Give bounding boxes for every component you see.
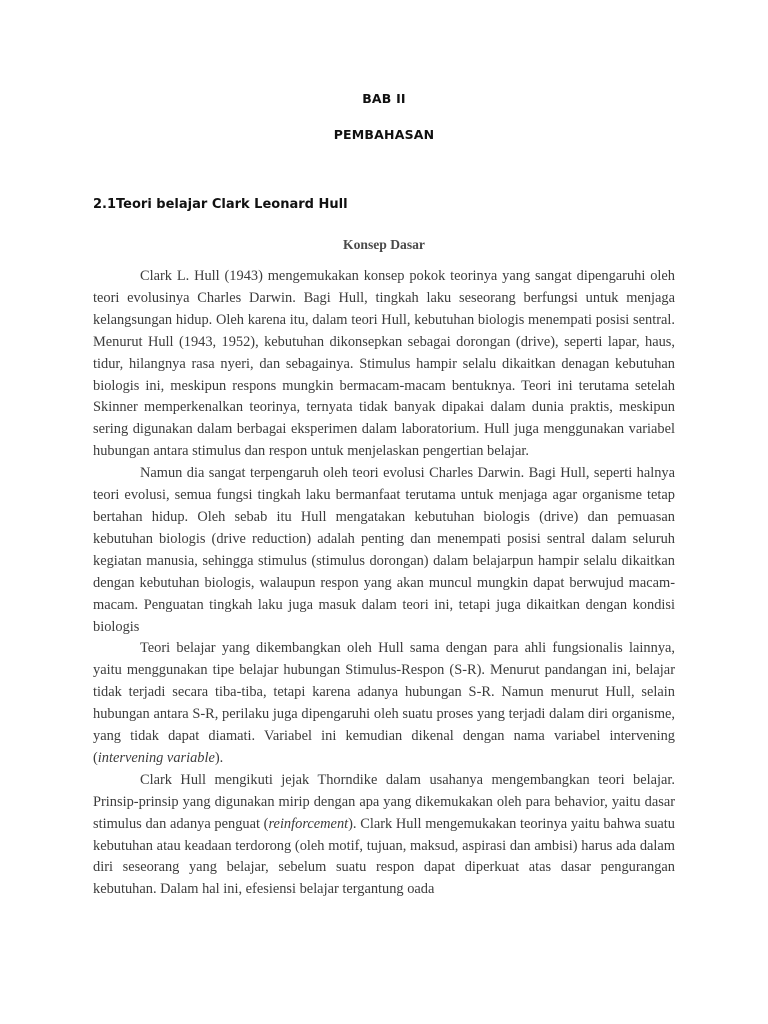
subheading: Konsep Dasar <box>343 237 425 252</box>
paragraph-3-text: Teori belajar yang dikembangkan oleh Hull sama dengan para ahli fungsionalis lainnya, yaitu menggunakan tipe belajar hubungan Stimulus-Respon (S-R). Menurut pandangan ini, belajar tidak terjadi secara tiba-tiba, tetapi karena adanya hubungan S-R. Namun menurut Hull, selain hubungan antara S-R, perilaku juga dipengaruhi oleh suatu proses yang terjadi dalam diri organisme, yang tidak dapat diamati. Variabel ini kemudian dikenal dengan nama variabel intervening ( <box>93 640 675 766</box>
paragraph-3 <box>93 638 675 769</box>
chapter-title: BAB II <box>362 91 406 106</box>
paragraph-3-text-end: ). <box>214 749 224 766</box>
paragraph-1: Clark L. Hull (1943) mengemukakan konsep pokok teorinya yang sangat dipengaruhi oleh teori evolusinya Charles Darwin. Bagi Hull, tingkah laku seseorang berfungsi untuk menjaga kelangsungan hidup. Oleh karena itu, dalam teori Hull, kebutuhan biologis menempati posisi sentral. Menurut Hull (1943, 1952), kebutuhan dikonsepkan sebagai dorongan (drive), seperti lapar, haus, tidur, hilangnya rasa nyeri, dan sebagainya. Stimulus hampir selalu dikaitkan denagan kebutuhan biologis ini, meskipun respons mungkin bermacam-macam bentuknya. Teori ini terutama setelah Skinner memperkenalkan teorinya, ternyata tidak banyak dipakai dalam dunia praktis, meskipun sering digunakan dalam berbagai eksperimen dalam laboratorium. Hull juga menggunakan variabel hubungan antara stimulus dan respon untuk menjelaskan pengertian belajar. <box>93 268 675 460</box>
paragraph-4-text-end: ). Clark Hull mengemukakan teorinya yaitu bahwa suatu kebutuhan atau keadaan terdorong (oleh motif, tujuan, maksud, aspirasi dan ambisi) harus ada dalam diri seseorang yang belajar, sebelum suatu respon dapat diperkuat atas dasar pengurangan kebutuhan. Dalam hal ini, efesiensi belajar tergantung oada <box>93 815 675 898</box>
paragraph-2: Namun dia sangat terpengaruh oleh teori evolusi Charles Darwin. Bagi Hull, seperti halnya teori evolusi, semua fungsi tingkah laku bermanfaat terutama untuk menjaga agar organisme tetap bertahan hidup. Oleh sebab itu Hull mengatakan kebutuhan biologis (drive) dan pemuasan kebutuhan biologis (drive reduction) adalah penting dan menempati posisi sentral dalam seluruh kegiatan manusia, sehingga stimulus (stimulus dorongan) dalam belajarpun hampir selalu dikaitkan dengan kebutuhan biologis, walaupun respon yang akan muncul mungkin dapat berwujud macam-macam. Penguatan tingkah laku juga masuk dalam teori ini, tetapi juga dikaitkan dengan kondisi biologis <box>93 465 675 635</box>
body-text <box>93 266 675 901</box>
paragraph-4-text: Clark Hull mengikuti jejak Thorndike dalam usahanya mengembangkan teori belajar. Prinsip-prinsip yang digunakan mirip dengan apa yang dikemukakan oleh para behavior, yaitu dasar stimulus dan adanya penguat ( <box>93 771 675 832</box>
paragraph-4-italic-term: reinforcement <box>268 815 349 832</box>
paragraph-4 <box>93 770 675 901</box>
subsection-title: 2.1Teori belajar Clark Leonard Hull <box>93 197 348 212</box>
section-title: PEMBAHASAN <box>333 127 435 142</box>
paragraph-3-italic-term: intervening variable <box>97 749 215 766</box>
